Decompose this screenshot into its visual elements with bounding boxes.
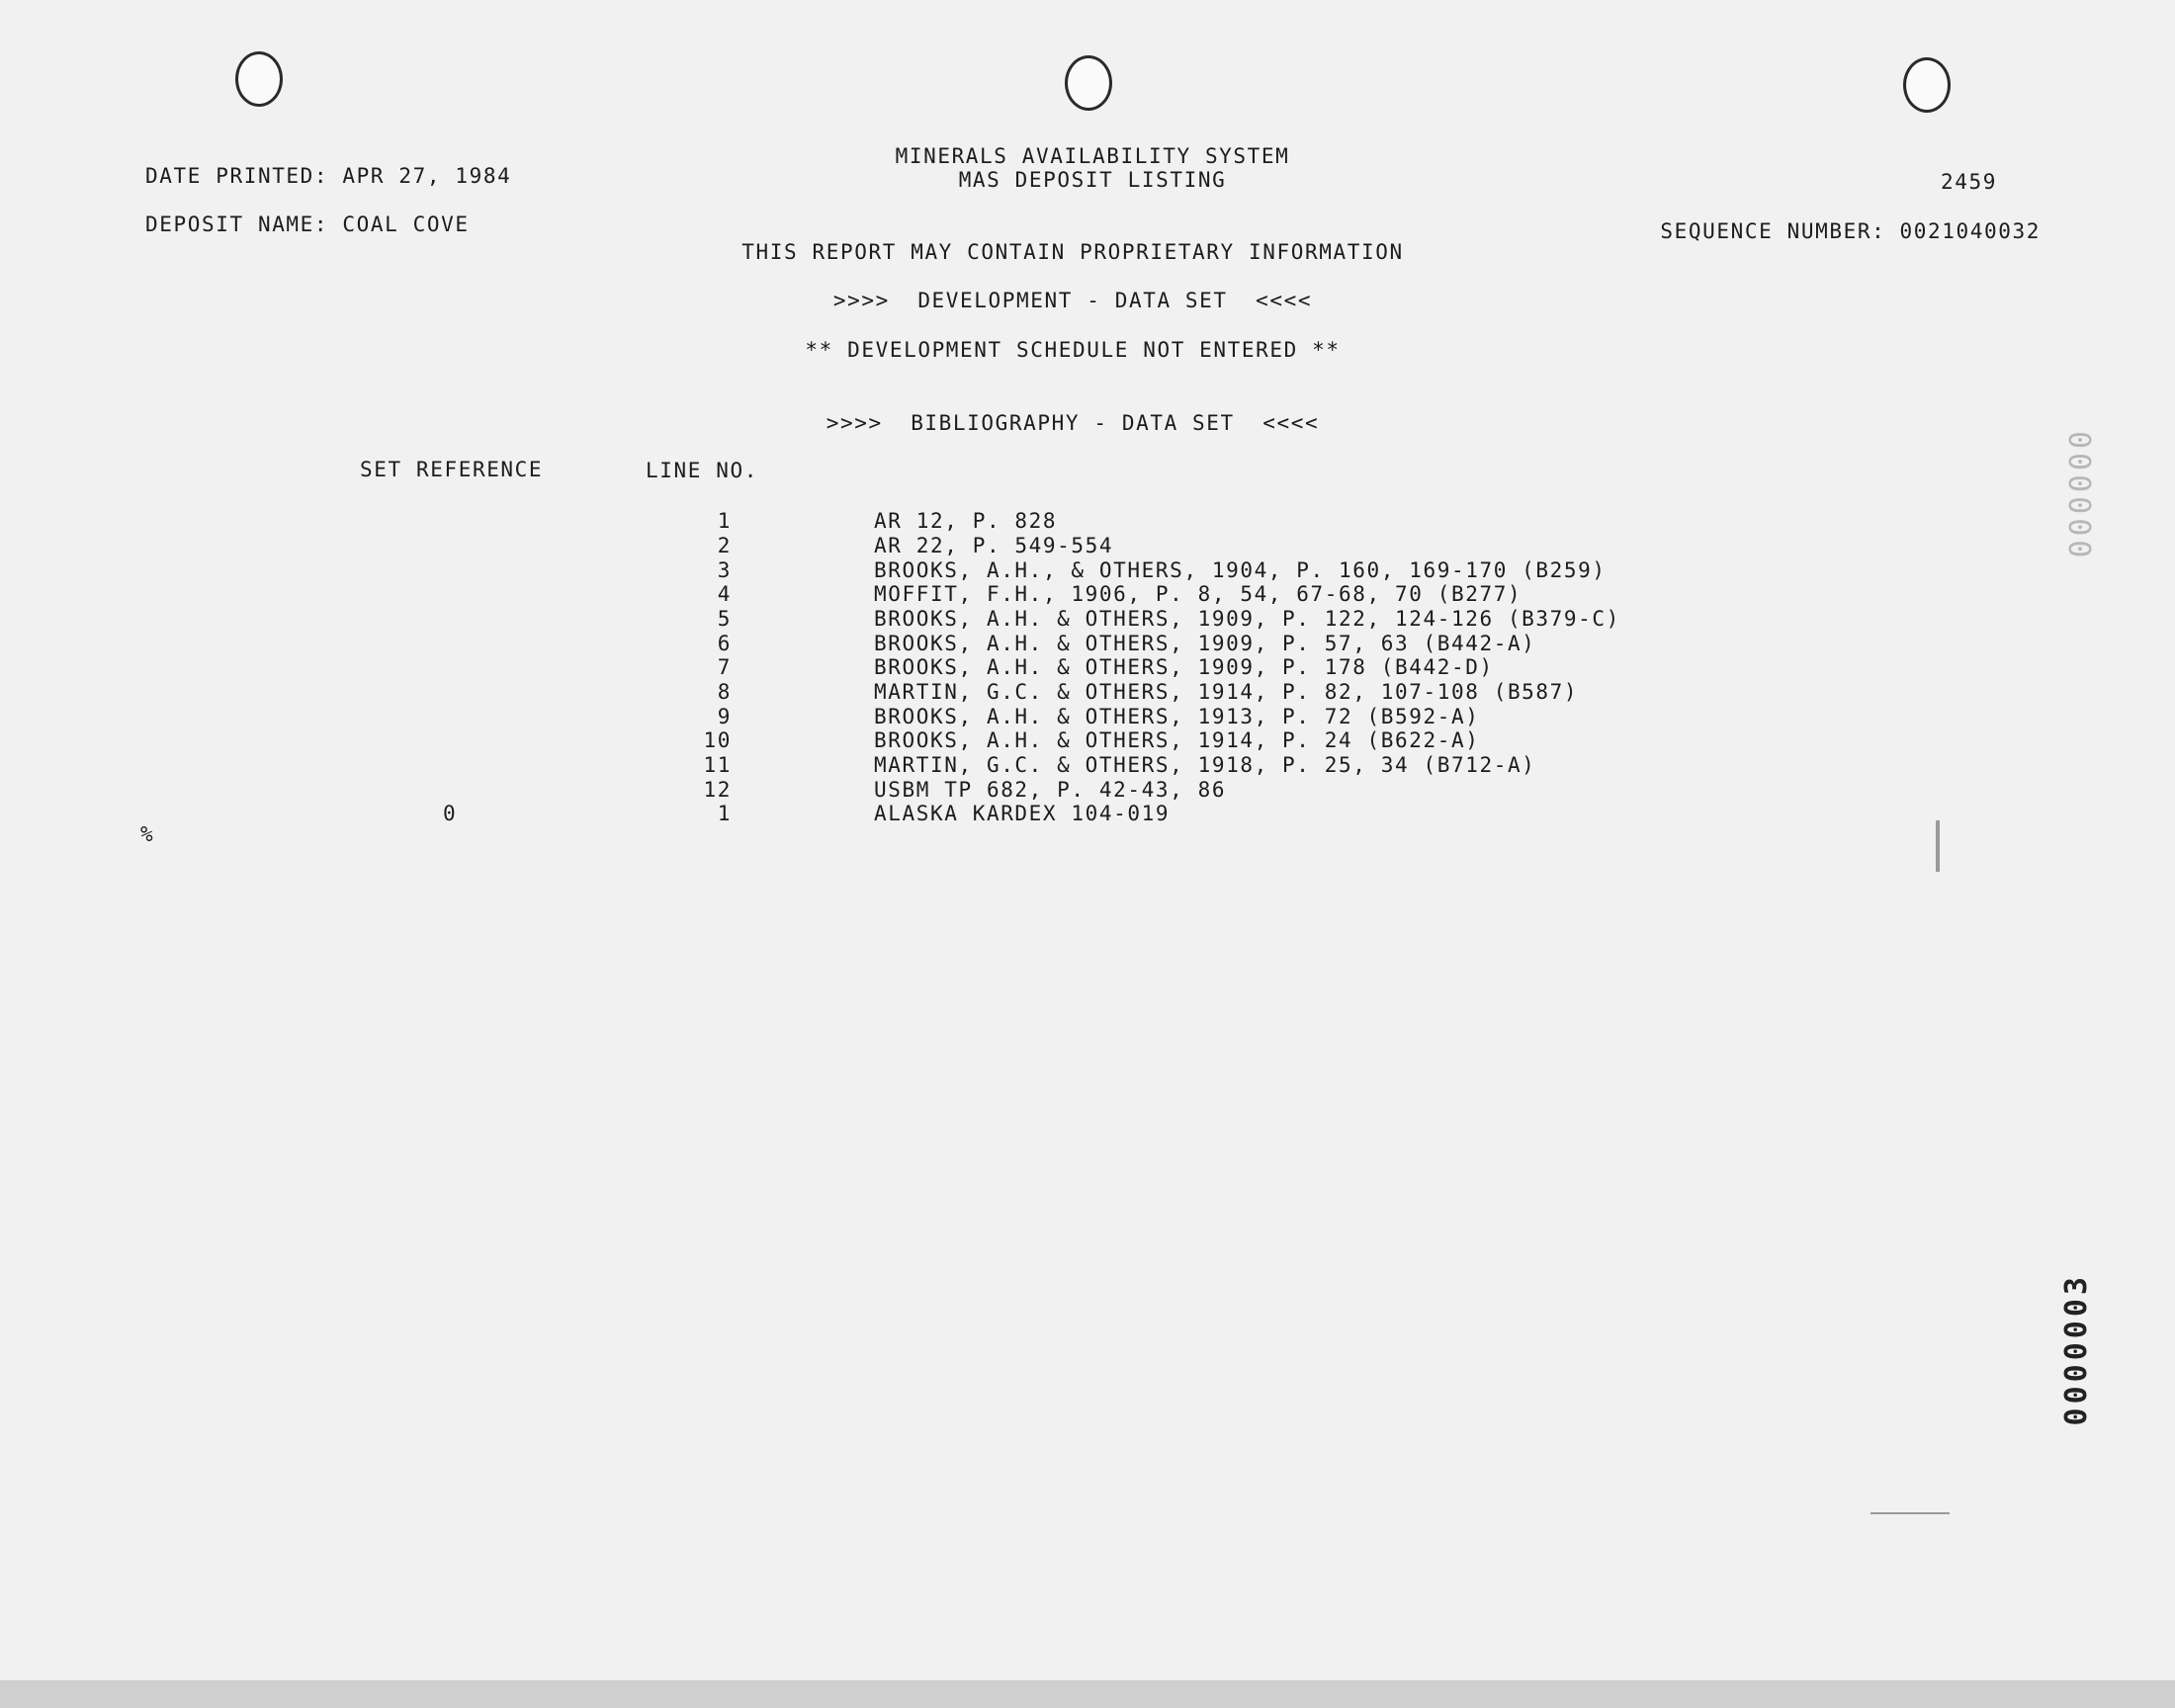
listing-title: MAS DEPOSIT LISTING [958,168,1227,192]
set-reference-value: 0 [443,802,458,825]
bibliography-heading: >>>> BIBLIOGRAPHY - DATA SET <<<< [826,411,1320,435]
line-number: 2 [717,534,732,557]
line-number: 10 [703,728,732,752]
development-note: ** DEVELOPMENT SCHEDULE NOT ENTERED ** [805,338,1341,362]
line-number: 6 [717,632,732,655]
reference-text: AR 12, P. 828 [874,509,1058,533]
binder-hole-left [235,51,283,107]
line-number: 5 [717,607,732,631]
reference-text: USBM TP 682, P. 42-43, 86 [874,778,1227,802]
reference-text: AR 22, P. 549-554 [874,534,1114,557]
reference-text: MOFFIT, F.H., 1906, P. 8, 54, 67-68, 70 (B277) [874,582,1522,606]
line-number: 1 [717,509,732,533]
reference-text: ALASKA KARDEX 104-019 [874,802,1171,825]
scan-edge [0,1680,2175,1708]
line-number: 9 [717,705,732,728]
page-stamp: 0000003 [2059,1273,2094,1426]
proprietary-notice: THIS REPORT MAY CONTAIN PROPRIETARY INFORMATION [741,240,1404,264]
reference-text: BROOKS, A.H. & OTHERS, 1913, P. 72 (B592-A) [874,705,1480,728]
binder-hole-right [1903,57,1951,113]
binder-hole-center [1065,55,1112,111]
date-printed: DATE PRINTED: APR 27, 1984 [145,164,512,188]
col-header-line-no: LINE NO. [646,459,758,482]
sequence-number: SEQUENCE NUMBER: 0021040032 [1660,219,2041,243]
reference-text: BROOKS, A.H., & OTHERS, 1904, P. 160, 169-170 (B259) [874,558,1607,582]
line-number: 4 [717,582,732,606]
line-number: 1 [717,802,732,825]
faint-page-stamp: 000000 [2061,431,2096,562]
page-number: 2459 [1941,170,1997,194]
deposit-name: DEPOSIT NAME: COAL COVE [145,213,470,236]
system-title: MINERALS AVAILABILITY SYSTEM [895,144,1290,168]
col-header-set-reference: SET REFERENCE [360,458,544,481]
reference-text: BROOKS, A.H. & OTHERS, 1909, P. 122, 124-126 (B379-C) [874,607,1620,631]
scan-mark [1870,1512,1950,1514]
footer-mark: % [140,822,155,846]
line-number: 3 [717,558,732,582]
line-number: 12 [703,778,732,802]
line-number: 8 [717,680,732,704]
line-number: 7 [717,655,732,679]
scan-mark [1936,820,1940,872]
reference-text: MARTIN, G.C. & OTHERS, 1918, P. 25, 34 (B712-A) [874,753,1536,777]
reference-text: MARTIN, G.C. & OTHERS, 1914, P. 82, 107-108 (B587) [874,680,1579,704]
reference-text: BROOKS, A.H. & OTHERS, 1914, P. 24 (B622-A) [874,728,1480,752]
reference-text: BROOKS, A.H. & OTHERS, 1909, P. 178 (B442-D) [874,655,1494,679]
reference-text: BROOKS, A.H. & OTHERS, 1909, P. 57, 63 (B442-A) [874,632,1536,655]
development-heading: >>>> DEVELOPMENT - DATA SET <<<< [832,289,1313,312]
line-number: 11 [703,753,732,777]
